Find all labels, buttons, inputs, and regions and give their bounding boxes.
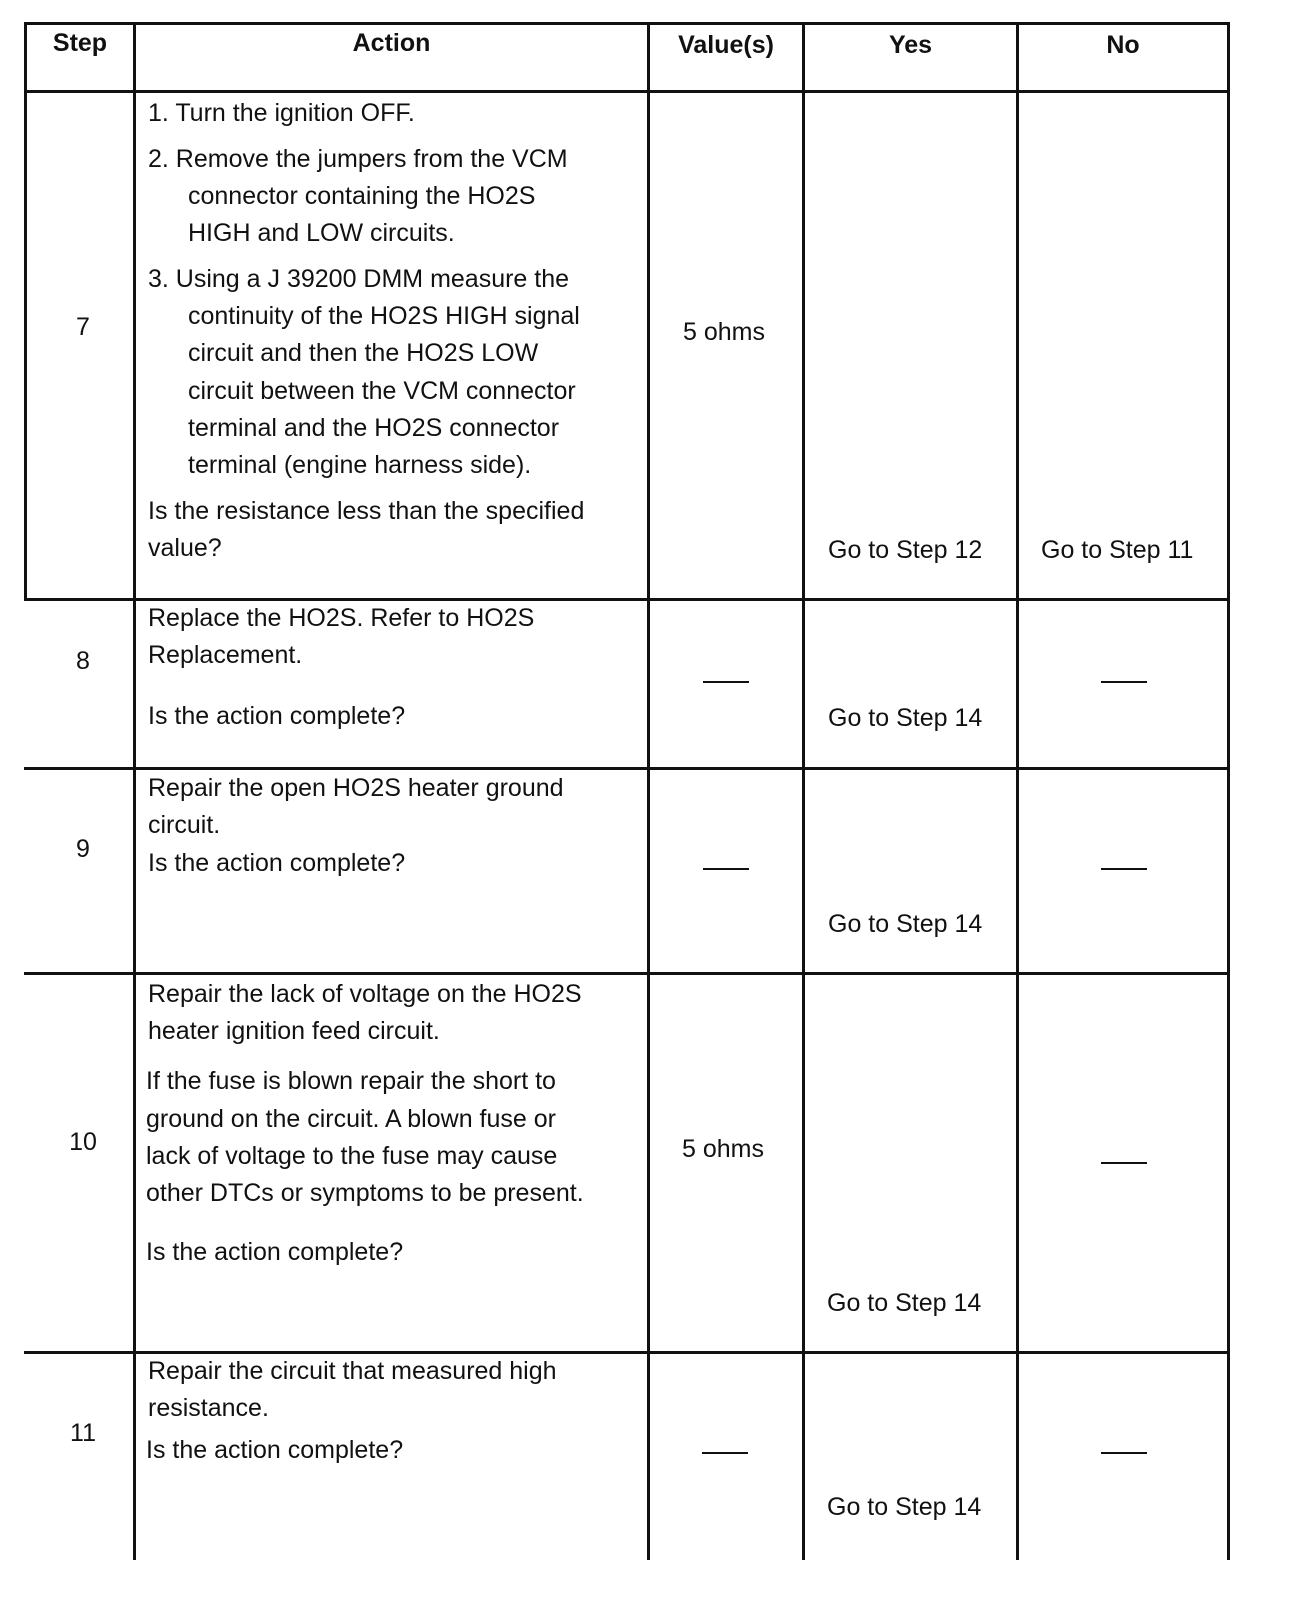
table-border-top bbox=[24, 22, 1230, 25]
action-line: circuit. bbox=[148, 811, 221, 839]
action-line: Repair the lack of voltage on the HO2S bbox=[148, 980, 582, 1008]
table-border-right bbox=[1227, 22, 1230, 1560]
action-line: Is the action complete? bbox=[146, 1436, 404, 1464]
column-divider-yes bbox=[1016, 22, 1019, 1560]
action-line: 3. Using a J 39200 DMM measure the bbox=[148, 265, 570, 293]
action-line: terminal and the HO2S connector bbox=[188, 414, 560, 442]
header-step: Step bbox=[52, 29, 108, 57]
yes-text: Go to Step 12 bbox=[828, 536, 983, 564]
yes-text: Go to Step 14 bbox=[827, 1493, 982, 1521]
action-line: Is the action complete? bbox=[148, 849, 406, 877]
action-line: lack of voltage to the fuse may cause bbox=[146, 1142, 558, 1170]
action-line: Is the action complete? bbox=[148, 702, 406, 730]
action-line: If the fuse is blown repair the short to bbox=[146, 1067, 556, 1095]
action-line: Replace the HO2S. Refer to HO2S bbox=[148, 604, 535, 632]
value-dash bbox=[703, 868, 749, 870]
action-line: ground on the circuit. A blown fuse or bbox=[146, 1105, 556, 1133]
step-number: 7 bbox=[76, 313, 90, 341]
action-line: Repair the circuit that measured high bbox=[148, 1357, 557, 1385]
action-line: circuit and then the HO2S LOW bbox=[188, 339, 539, 367]
action-line: Is the resistance less than the specified bbox=[148, 497, 585, 525]
column-divider-step bbox=[133, 22, 136, 1560]
action-line: 1. Turn the ignition OFF. bbox=[148, 99, 415, 127]
no-dash bbox=[1101, 1452, 1147, 1454]
action-line: other DTCs or symptoms to be present. bbox=[146, 1179, 584, 1207]
action-line: continuity of the HO2S HIGH signal bbox=[188, 302, 580, 330]
value-dash bbox=[702, 1452, 748, 1454]
no-dash bbox=[1101, 681, 1147, 683]
action-line: heater ignition feed circuit. bbox=[148, 1017, 440, 1045]
column-divider-values bbox=[802, 22, 805, 1560]
action-line: HIGH and LOW circuits. bbox=[188, 219, 455, 247]
action-line: 2. Remove the jumpers from the VCM bbox=[148, 145, 568, 173]
no-text: Go to Step 11 bbox=[1041, 536, 1194, 564]
value-dash bbox=[703, 681, 749, 683]
column-divider-action bbox=[647, 22, 650, 1560]
header-no: No bbox=[1106, 31, 1140, 59]
value-text: 5 ohms bbox=[682, 1135, 764, 1163]
action-line: connector containing the HO2S bbox=[188, 182, 536, 210]
header-yes: Yes bbox=[888, 31, 933, 59]
value-text: 5 ohms bbox=[683, 318, 765, 346]
action-line: Repair the open HO2S heater ground bbox=[148, 774, 564, 802]
step-number: 10 bbox=[69, 1128, 97, 1156]
header-action: Action bbox=[352, 29, 431, 57]
yes-text: Go to Step 14 bbox=[828, 910, 983, 938]
step-number: 8 bbox=[76, 647, 90, 675]
action-line: value? bbox=[148, 534, 222, 562]
action-line: circuit between the VCM connector bbox=[188, 377, 576, 405]
action-line: Replacement. bbox=[148, 641, 303, 669]
action-line: resistance. bbox=[148, 1394, 269, 1422]
step-number: 9 bbox=[76, 835, 90, 863]
header-divider bbox=[24, 90, 1230, 93]
step-number: 11 bbox=[70, 1419, 96, 1447]
yes-text: Go to Step 14 bbox=[827, 1289, 982, 1317]
no-dash bbox=[1101, 1162, 1147, 1164]
yes-text: Go to Step 14 bbox=[828, 704, 983, 732]
header-values: Value(s) bbox=[678, 31, 774, 59]
action-line: Is the action complete? bbox=[146, 1238, 404, 1266]
no-dash bbox=[1101, 868, 1147, 870]
action-line: terminal (engine harness side). bbox=[188, 451, 532, 479]
table-border-left bbox=[24, 22, 27, 600]
